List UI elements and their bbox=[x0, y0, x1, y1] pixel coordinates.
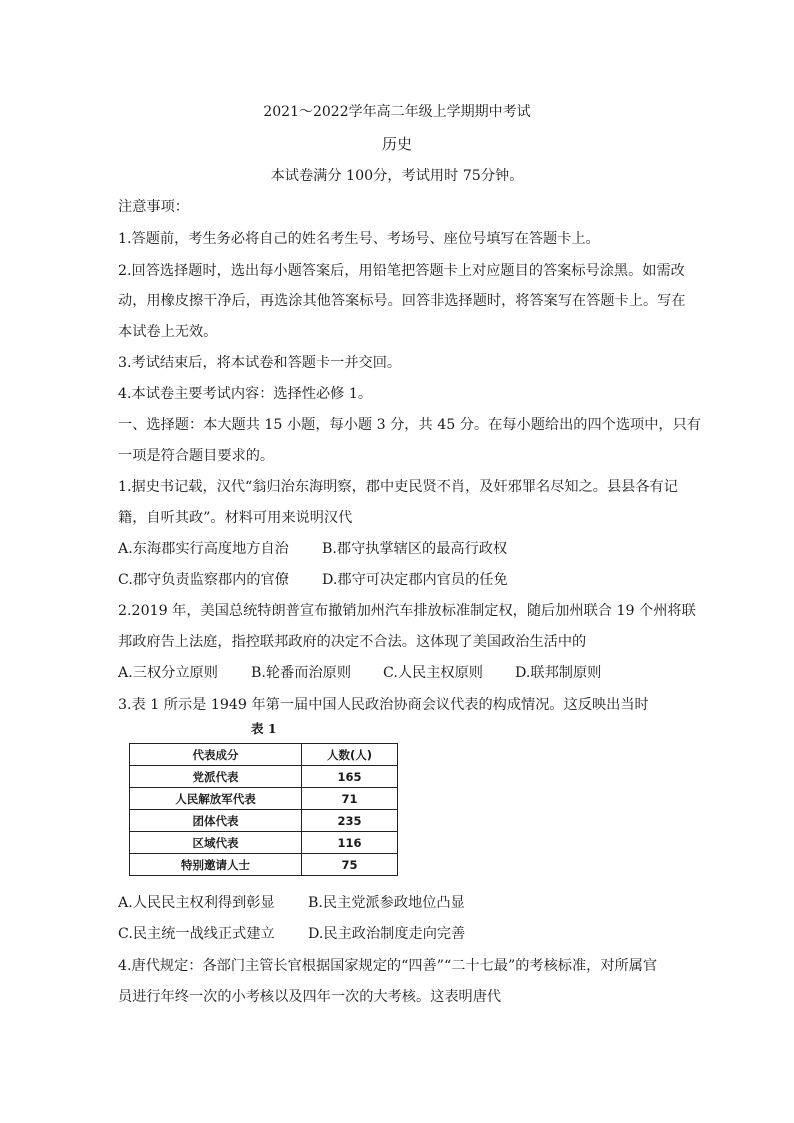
notes-heading: 注意事项： bbox=[118, 199, 189, 215]
table-header-cell: 人数(人) bbox=[302, 744, 398, 766]
table-header-row bbox=[130, 744, 398, 766]
exam-info: 本试卷满分 100分，考试用时 75分钟。 bbox=[270, 168, 524, 184]
table-cell: 71 bbox=[302, 788, 398, 810]
table-caption: 表 1 bbox=[251, 721, 277, 736]
question-3-option-b: B.民主党派参政地位凸显 bbox=[308, 895, 465, 911]
note-line: 动，用橡皮擦干净后，再选涂其他答案标号。回答非选择题时，将答案写在答题卡上。写在 bbox=[118, 293, 686, 309]
section-instruction: 一项是符合题目要求的。 bbox=[118, 448, 275, 464]
question-4-stem: 员进行年终一次的小考核以及四年一次的大考核。这表明唐代 bbox=[118, 989, 502, 1005]
question-2-stem: 2.2019 年，美国总统特朗普宣布撤销加州汽车排放标准制定权，随后加州联合 19 个州将联 bbox=[118, 603, 696, 619]
question-1-option-b: B.郡守执掌辖区的最高行政权 bbox=[322, 541, 508, 557]
table-cell: 75 bbox=[302, 854, 398, 876]
table-row bbox=[130, 788, 398, 810]
question-1-stem: 1.据史书记载，汉代“翁归治东海明察，郡中吏民贤不肖，及奸邪罪名尽知之。县县各有记 bbox=[118, 479, 678, 495]
table-cell: 特别邀请人士 bbox=[130, 854, 302, 876]
question-4-stem: 4.唐代规定：各部门主管长官根据国家规定的“四善”“二十七最”的考核标准，对所属官 bbox=[118, 958, 658, 974]
exam-title: 2021～2022学年高二年级上学期期中考试 bbox=[263, 104, 531, 120]
table-row bbox=[130, 766, 398, 788]
table-header-cell: 代表成分 bbox=[130, 744, 302, 766]
exam-subject: 历史 bbox=[381, 135, 412, 153]
question-1-option-a: A.东海郡实行高度地方自治 bbox=[118, 541, 289, 557]
table-cell: 区域代表 bbox=[130, 832, 302, 854]
note-line: 2.回答选择题时，选出每小题答案后，用铅笔把答题卡上对应题目的答案标号涂黑。如需改 bbox=[118, 263, 685, 279]
table-cell: 党派代表 bbox=[130, 766, 302, 788]
table-cell: 235 bbox=[302, 810, 398, 832]
note-line: 本试卷上无效。 bbox=[118, 324, 218, 340]
table-row bbox=[130, 832, 398, 854]
section-instruction: 一、选择题：本大题共 15 小题，每小题 3 分，共 45 分。在每小题给出的四个选项中，只有 bbox=[118, 417, 701, 433]
question-2-option-a: A.三权分立原则 bbox=[118, 665, 218, 681]
table-cell: 团体代表 bbox=[130, 810, 302, 832]
question-1-stem: 籍，自听其政”。材料可用来说明汉代 bbox=[118, 510, 353, 526]
note-line: 4.本试卷主要考试内容：选择性必修 1。 bbox=[118, 386, 373, 402]
question-2-option-c: C.人民主权原则 bbox=[383, 665, 483, 681]
question-3-option-c: C.民主统一战线正式建立 bbox=[118, 926, 275, 942]
question-1-option-d: D.郡守可决定郡内官员的任免 bbox=[322, 572, 508, 588]
note-line: 1.答题前，考生务必将自己的姓名考生号、考场号、座位号填写在答题卡上。 bbox=[118, 231, 600, 247]
table-cell: 116 bbox=[302, 832, 398, 854]
question-2-option-b: B.轮番而治原则 bbox=[251, 665, 352, 681]
question-2-stem: 邦政府告上法庭，指控联邦政府的决定不合法。这体现了美国政治生活中的 bbox=[118, 634, 587, 650]
question-3-option-a: A.人民民主权利得到彰显 bbox=[118, 895, 275, 911]
question-3-stem: 3.表 1 所示是 1949 年第一届中国人民政治协商会议代表的构成情况。这反映出当时 bbox=[118, 697, 649, 713]
table-row bbox=[130, 810, 398, 832]
table-cell: 人民解放军代表 bbox=[130, 788, 302, 810]
delegate-table bbox=[129, 743, 398, 876]
note-line: 3.考试结束后，将本试卷和答题卡一并交回。 bbox=[118, 355, 402, 371]
question-1-option-c: C.郡守负责监察郡内的官僚 bbox=[118, 572, 289, 588]
table-cell: 165 bbox=[302, 766, 398, 788]
question-2-option-d: D.联邦制原则 bbox=[515, 665, 602, 681]
question-3-option-d: D.民主政治制度走向完善 bbox=[308, 926, 466, 942]
table-row bbox=[130, 854, 398, 876]
